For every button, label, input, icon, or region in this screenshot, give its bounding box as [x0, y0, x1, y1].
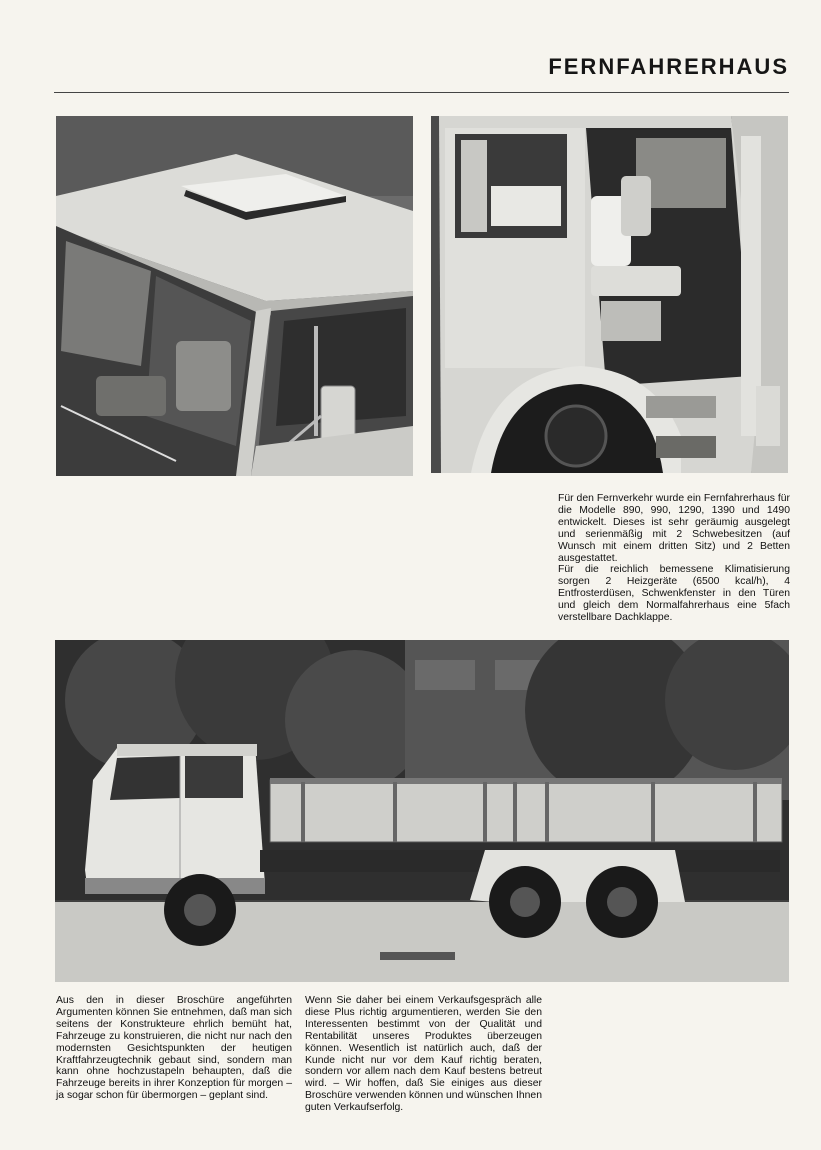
cab-description-paragraph: Für die reichlich bemessene Klimatisierung sorgen 2 Heizgeräte (6500 kcal/h), 4 Entfrosterdüsen, Schwenkfenster in den Türen und gleich dem Normalfahrerhaus eine 5fach verstellbare Dachklappe. — [558, 564, 790, 624]
closing-text-left — [56, 995, 292, 1102]
cab-description — [558, 493, 790, 624]
title-rule — [54, 92, 789, 93]
photo-cab-interior — [431, 116, 788, 473]
photo-truck-side — [55, 640, 789, 982]
closing-paragraph-left: Aus den in dieser Broschüre angeführten Argumenten können Sie entnehmen, daß man sich seitens der Konstrukteure ehrlich bemüht hat, Fahrzeuge zu konstruieren, die nicht nur nach den modernsten Gesichtspunkten der heutigen Kraftfahrzeugtechnik gebaut sind, sondern man kann ohne hochzustapeln behaupten, daß die Fahrzeuge bereits in ihrer Konzeption für morgen – ja sogar schon für übermorgen – geplant sind. — [56, 995, 292, 1102]
closing-text-right — [305, 995, 542, 1114]
closing-paragraph-right: Wenn Sie daher bei einem Verkaufsgespräch alle diese Plus richtig argumentieren, werden Sie den Interessenten bestimmt von der Qualität und Rentabilität unseres Produktes überzeugen können. Wesentlich ist natürlich auch, daß der Kunde nicht nur vor dem Kauf richtig beraten, sondern vor allem nach dem Kauf bestens betreut wird. – Wir hoffen, daß Sie einiges aus dieser Broschüre verwenden können und wünschen Ihnen guten Verkaufserfolg. — [305, 995, 542, 1114]
photo-cab-roof — [56, 116, 413, 476]
cab-description-paragraph: Für den Fernverkehr wurde ein Fernfahrerhaus für die Modelle 890, 990, 1290, 1390 und 1490 entwickelt. Dieses ist sehr geräumig ausgelegt und serienmäßig mit 2 Schwebesitzen (auf Wunsch mit einem dritten Sitz) und 2 Betten ausgestattet. — [558, 493, 790, 564]
page-title: FERNFAHRERHAUS — [548, 54, 789, 79]
